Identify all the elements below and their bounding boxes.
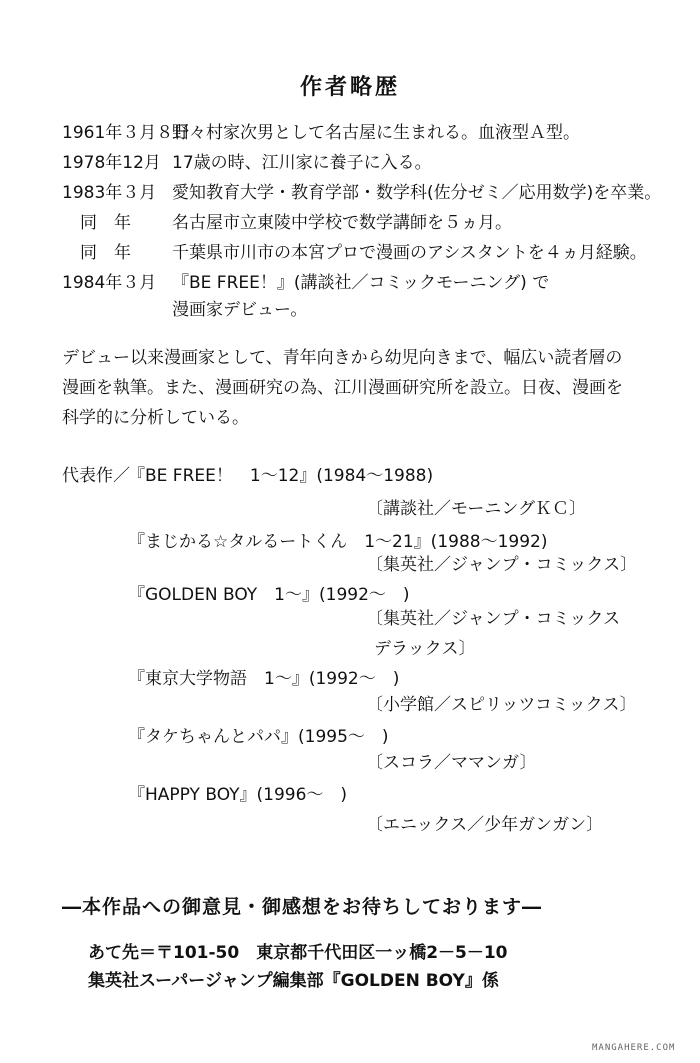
work-title: 『HAPPY BOY』(1996〜 ) [128, 785, 348, 805]
watermark: MANGAHERE.COM [592, 1043, 676, 1053]
work-publisher: 〔集英社／ジャンプ・コミックス〕 [366, 555, 638, 575]
paragraph-line: 科学的に分析している。 [62, 408, 249, 428]
work-publisher: 〔集英社／ジャンプ・コミックス [366, 609, 621, 629]
bio-text: 千葉県市川市の本宮プロで漫画のアシスタントを４ヵ月経験。 [172, 243, 647, 263]
work-title: 『BE FREE！ 1〜12』(1984〜1988) [128, 466, 434, 486]
work-publisher: 〔スコラ／ママンガ〕 [366, 753, 537, 773]
editorial-department: 集英社スーパージャンプ編集部『GOLDEN BOY』係 [88, 971, 499, 991]
bio-date: 1978年12月 [62, 153, 161, 173]
paragraph-line: デビュー以来漫画家として、青年向きから幼児向きまで、幅広い読者層の [62, 348, 623, 368]
bio-text: 17歳の時、江川家に養子に入る。 [172, 153, 432, 173]
work-publisher: デラックス〕 [374, 639, 476, 659]
bio-date: 1961年３月８日 [62, 123, 191, 143]
paragraph-line: 漫画を執筆。また、漫画研究の為、江川漫画研究所を設立。日夜、漫画を [62, 378, 623, 398]
bio-date: 1984年３月 [62, 273, 157, 293]
work-title: 『東京大学物語 1〜』(1992〜 ) [128, 669, 400, 689]
work-publisher: 〔小学館／スピリッツコミックス〕 [366, 695, 637, 715]
mailing-address: あて先＝〒101-50 東京都千代田区一ッ橋2－5－10 [88, 943, 508, 963]
page-title: 作者略歴 [299, 75, 400, 100]
work-title: 『GOLDEN BOY 1〜』(1992〜 ) [128, 585, 410, 605]
bio-date: 1983年３月 [62, 183, 157, 203]
work-title: 『タケちゃんとパパ』(1995〜 ) [128, 727, 389, 747]
bio-text: 漫画家デビュー。 [172, 300, 308, 320]
work-title: 『まじかる☆タルるートくん 1〜21』(1988〜1992) [128, 532, 548, 552]
works-label: 代表作／ [62, 466, 130, 486]
bio-date: 同 年 [80, 213, 131, 233]
work-publisher: 〔講談社／モーニングＫＣ〕 [366, 499, 586, 519]
bio-date: 同 年 [80, 243, 131, 263]
feedback-heading: ―本作品への御意見・御感想をお待ちしております― [62, 896, 543, 918]
bio-text: 『BE FREE！』(講談社／コミックモーニング) で [172, 273, 550, 293]
bio-text: 野々村家次男として名古屋に生まれる。血液型Ａ型。 [172, 123, 580, 143]
bio-text: 名古屋市立東陵中学校で数学講師を５ヵ月。 [172, 213, 512, 233]
work-publisher: 〔エニックス／少年ガンガン〕 [366, 815, 604, 835]
biography-paragraph [62, 343, 682, 433]
bio-text: 愛知教育大学・教育学部・数学科(佐分ゼミ／応用数学)を卒業。 [172, 183, 662, 203]
